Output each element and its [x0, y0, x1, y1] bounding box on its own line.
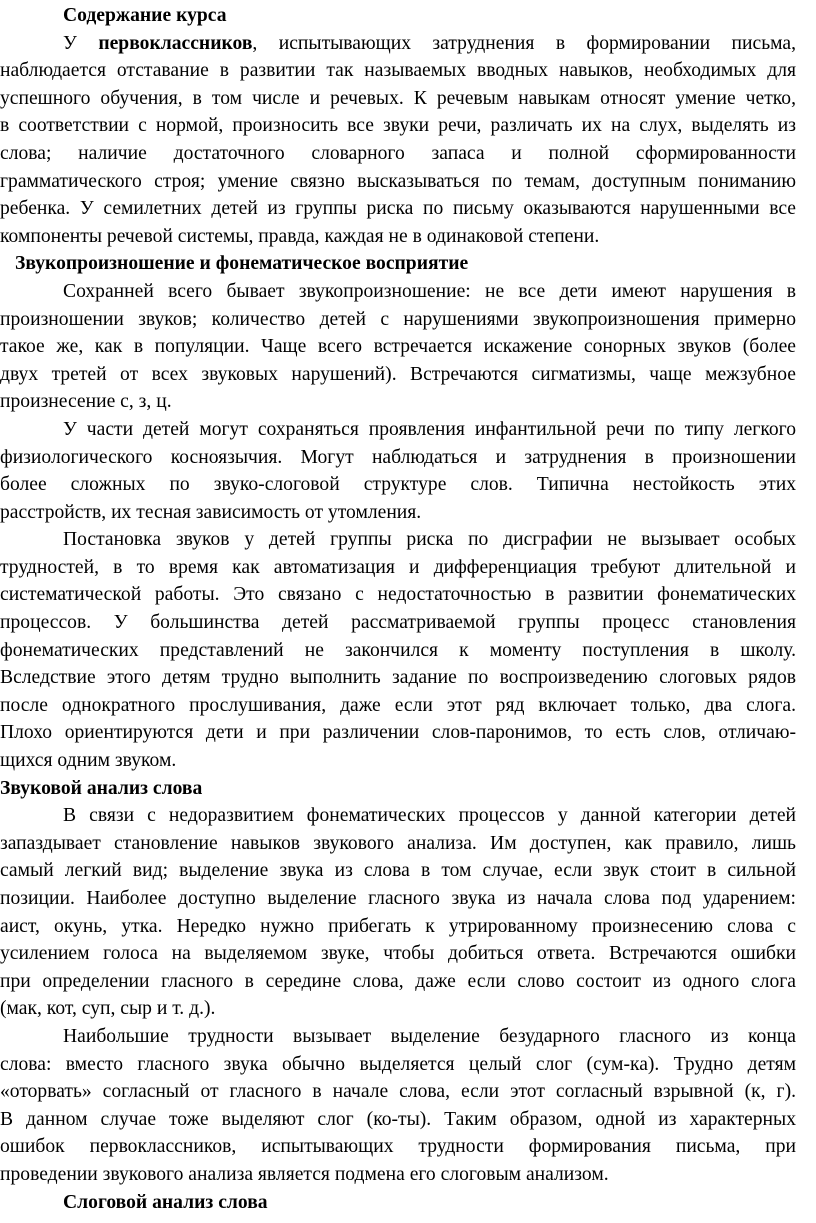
section-heading-sound-analysis: Звуковой анализ слова: [0, 777, 203, 799]
text-fragment: , испытывающих затруднения в формировании письма,: [252, 32, 797, 54]
text-fragment: У: [63, 32, 99, 54]
text-line: У части детей могут сохраняться проявления инфантильной речи по типу легкого: [63, 418, 796, 440]
text-line: проведении звукового анализа является подмена его слоговым анализом.: [0, 1163, 609, 1185]
text-line: слова: вместо гласного звука обычно выделяется целый слог (сум-ка). Трудно детям: [0, 1053, 796, 1075]
text-line: запаздывает становление навыков звукового анализа. Им доступен, как правило, лишь: [0, 832, 796, 854]
section-heading-syllable-analysis: Слоговой анализ слова: [63, 1191, 268, 1213]
paragraph-unstressed-vowel: [0, 1023, 796, 1189]
text-line: процессов. У большинства детей рассматриваемой группы процесс становления: [0, 612, 796, 634]
text-line: произнесение с, з, ц.: [0, 391, 172, 413]
text-line: компоненты речевой системы, правда, каждая не в одинаковой степени.: [0, 225, 600, 247]
text-line: успешного обучения, в том числе и речевых. К речевым навыкам относят умение четко,: [0, 87, 796, 109]
bold-term: первоклассников: [98, 32, 253, 54]
text-line: позиции. Наиболее доступно выделение гласного звука из начала слова под ударением:: [0, 888, 796, 909]
text-line: В связи с недоразвитием фонематических процессов у данной категории детей: [63, 805, 796, 827]
text-line: щихся одним звуком.: [0, 750, 177, 772]
text-line: слова; наличие достаточного словарного запаса и полной сформированности: [0, 142, 796, 164]
text-line: Постановка звуков у детей группы риска по дисграфии не вызывает особых: [63, 529, 796, 551]
text-line: [0, 30, 796, 58]
text-line: «оторвать» согласный от гласного в начале слова, если этот согласный взрывной (к, г).: [0, 1081, 796, 1103]
text-line: в соответствии с нормой, произносить все звуки речи, различать их на слух, выделять из: [0, 115, 796, 137]
text-line: ошибок первоклассников, испытывающих трудности формирования письма, при: [0, 1136, 796, 1158]
text-line: аист, окунь, утка. Нередко нужно прибегать к утрированному произнесению слова с: [0, 915, 796, 937]
text-line: наблюдается отставание в развитии так называемых вводных навыков, необходимых для: [0, 60, 796, 82]
section-heading-course-content: Содержание курса: [63, 5, 227, 26]
text-line: усилением голоса на выделяемом звуке, чтобы добиться ответа. Встречаются ошибки: [0, 943, 796, 965]
paragraph-sound-setting: [0, 526, 796, 774]
text-line: систематической работы. Это связано с недостаточностью в развитии фонематических: [0, 584, 796, 606]
text-line: трудностей, в то время как автоматизация и дифференциация требуют длительной и: [0, 556, 796, 578]
text-line: ребенка. У семилетних детей из группы риска по письму оказываются нарушенными все: [0, 198, 796, 220]
paragraph-pronunciation: [0, 278, 796, 416]
text-line: после однократного прослушивания, даже если этот ряд включает только, два слога.: [0, 694, 796, 716]
text-line: Плохо ориентируются дети и при различении слов-паронимов, то есть слов, отличаю-: [0, 722, 796, 744]
text-line: фонематических представлений не закончился к моменту поступления в школу.: [0, 639, 796, 661]
text-line: при определении гласного в середине слова, даже если слово состоит из одного слога: [0, 970, 796, 992]
text-line: Сохранней всего бывает звукопроизношение: не все дети имеют нарушения в: [63, 280, 796, 302]
paragraph-sound-analysis: [0, 802, 796, 1023]
text-line: расстройств, их тесная зависимость от утомления.: [0, 501, 422, 523]
text-line: более сложных по звуко-слоговой структуре слов. Типична нестойкость этих: [0, 474, 796, 496]
text-line: В данном случае тоже выделяют слог (ко-ты). Таким образом, одной из характерных: [0, 1108, 796, 1130]
text-line: самый легкий вид; выделение звука из слова в том случае, если звук стоит в сильной: [0, 860, 796, 882]
text-line: Наибольшие трудности вызывает выделение безударного гласного из конца: [63, 1025, 796, 1047]
section-heading-sound-pronunciation: Звукопроизношение и фонематическое восприятие: [15, 253, 469, 275]
text-line: (мак, кот, суп, сыр и т. д.).: [0, 998, 216, 1020]
text-line: двух третей от всех звуковых нарушений). Встречаются сигматизмы, чаще межзубное: [0, 363, 796, 385]
paragraph-infantile-speech: [0, 416, 796, 526]
text-line: такое же, как в популяции. Чаще всего встречается искажение сонорных звуков (более: [0, 336, 796, 358]
text-line: Вследствие этого детям трудно выполнить задание по воспроизведению слоговых рядов: [0, 667, 796, 689]
text-line: грамматического строя; умение связно высказываться по темам, доступным пониманию: [0, 170, 796, 192]
text-line: физиологического косноязычия. Могут наблюдаться и затруднения в произношении: [0, 446, 796, 468]
text-line: произношении звуков; количество детей с нарушениями звукопроизношения примерно: [0, 308, 796, 330]
paragraph-intro: [0, 30, 796, 251]
